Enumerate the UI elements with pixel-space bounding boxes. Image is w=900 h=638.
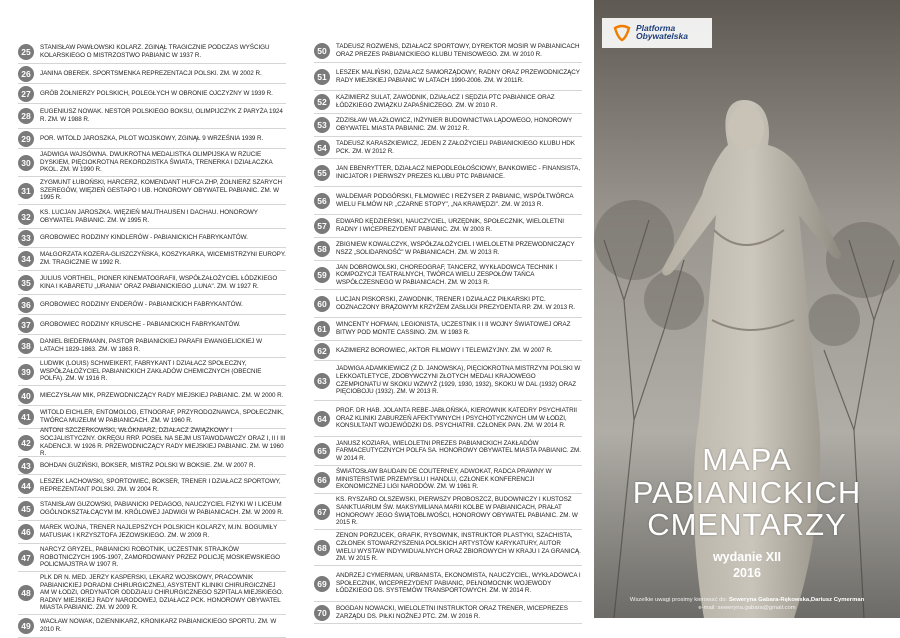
grave-description: ZYGMUNT ŁUBOŃSKI, HARCERZ, KOMENDANT HUFCA ZHP, ŻOŁNIERZ SZARYCH SZEREGÓW, WIĘZIEŃ GESTAPO I UB. HONOROWY OBYWATEL PABIANIC. ZM. W 1995 R. — [40, 179, 282, 202]
platforma-obywatelska-logo-icon — [612, 22, 632, 42]
logo-line2: Obywatelska — [636, 31, 688, 41]
grave-description: MAREK WOJNA, TRENER NAJLEPSZYCH POLSKICH KOLARZY, M.IN. BOGUMIŁY MATUSIAK I KRZYSZTOFA JEZOWSKIEGO. ZM. W 2009 R. — [40, 524, 278, 539]
grave-entry — [18, 315, 286, 335]
grave-entry — [314, 341, 582, 361]
grave-number-badge: 60 — [314, 296, 330, 312]
grave-entry — [18, 406, 286, 429]
grave-number-badge: 26 — [18, 66, 34, 82]
grave-entry — [18, 64, 286, 84]
grave-entry — [314, 290, 582, 318]
grave-description: LUCJAN PISKORSKI, ZAWODNIK, TRENER I DZIAŁACZ PIŁKARSKI PTC. ODZNACZONY BRĄZOWYM KRZYŻEM ZASŁUGI PREZYDENTA RP. ZM. W 2013 R. — [336, 295, 575, 311]
grave-entry — [18, 521, 286, 544]
grave-number-badge: 49 — [18, 618, 34, 634]
contact-names: Seweryna Gabara-Rękowska,Dariusz Cymerman — [728, 597, 865, 603]
grave-number-badge: 28 — [18, 108, 34, 124]
grave-entry — [18, 149, 286, 177]
grave-entry — [314, 238, 582, 261]
grave-description: WALDEMAR PODGÓRSKI, FILMOWIEC I REŻYSER Z PABIANIC, WSPÓŁTWÓRCA WIELU FILMÓW NP. „CZARNE STOPY", „NA KRAWĘDZI". ZM. W 2013 R. — [336, 192, 574, 208]
grave-number-badge: 56 — [314, 193, 330, 209]
grave-description: STANISŁAW GUZOWSKI, PABIANICKI PEDAGOG, NAUCZYCIEL FIZYKI W I LICEUM OGÓLNOKSZTAŁCĄCYM IM. KRÓLOWEJ JADWIGI W PABIANICACH. ZM. W 2009 R. — [40, 501, 284, 516]
party-logo — [612, 22, 688, 42]
grave-description: KAZIMIERZ SULAT, ZAWODNIK, DZIAŁACZ I SĘDZIA PTC PABIANICE ORAZ ŁÓDZKIEGO ZWIĄZKU ZAPAŚNICZEGO. ZM. W 2010 R. — [336, 94, 555, 109]
grave-number-badge: 66 — [314, 472, 330, 488]
grave-entry — [314, 40, 582, 63]
grave-number-badge: 55 — [314, 165, 330, 181]
grave-description: ANDRZEJ CYMERMAN, URBANISTA, EKONOMISTA, NAUCZYCIEL, WYKŁADOWCA I SPOŁECZNIK, WICEPREZYDENT PABIANIC, PEŁNOMOCNIK WOJEWODY ŁÓDZKIEGO DS. SYSTEMÓW TRANSPORTOWYCH. ZM. W 2014 R. — [336, 572, 581, 595]
grave-description: GROBOWIEC RODZINY KINDLERÓW - PABIANICKICH FABRYKANTÓW. — [40, 234, 248, 242]
grave-description: WITOLD EICHLER, ENTOMOLOG, ETNOGRAF, PRZYRODOZNAWCA, SPOŁECZNIK, TWÓRCA MUZEUM W PABIANICACH. ZM. W 1960 R. — [40, 409, 284, 424]
grave-entry — [18, 205, 286, 229]
cover-panel — [594, 0, 900, 618]
grave-number-badge: 43 — [18, 458, 34, 474]
grave-entry — [18, 386, 286, 406]
grave-description: GRÓB ŻOŁNIERZY POLSKICH, POLEGŁYCH W OBRONIE OJCZYZNY W 1939 R. — [40, 89, 273, 97]
contact-line — [594, 597, 900, 603]
grave-number-badge: 51 — [314, 69, 330, 85]
grave-description: POR. WITOLD JAROSZKA, PILOT WOJSKOWY, ZGINĄŁ 9 WRZEŚNIA 1939 R. — [40, 134, 264, 142]
title-line2: PABIANICKICH — [632, 475, 862, 510]
logo-text — [636, 24, 688, 41]
grave-description: GROBOWIEC RODZINY KRUSCHE - PABIANICKICH FABRYKANTÓW. — [40, 320, 241, 328]
grave-entry — [314, 215, 582, 238]
grave-number-badge: 61 — [314, 321, 330, 337]
grave-number-badge: 47 — [18, 550, 34, 566]
grave-description: LUDWIK (LOUIS) SCHWEIKERT, FABRYKANT I DZIAŁACZ SPOŁECZNY, WSPÓŁZAŁOŻYCIEL PABIANICKICH ZAKŁADÓW CHEMICZNYCH (OBECNIE POLFA). ZM. W 1916 R. — [40, 360, 262, 383]
grave-number-badge: 53 — [314, 117, 330, 133]
grave-entry — [314, 159, 582, 187]
grave-entry — [18, 104, 286, 129]
grave-entry — [314, 91, 582, 114]
grave-number-badge: 54 — [314, 140, 330, 156]
grave-description: STANISŁAW PAWŁOWSKI KOLARZ. ZGINĄŁ TRAGICZNIE PODCZAS WYŚCIGU KOLARSKIEGO O MISTRZOSTWO PABIANIC W 1937 R. — [40, 43, 270, 59]
grave-description: BOGDAN NOWACKI, WIELOLETNI INSTRUKTOR ORAZ TRENER, WICEPREZES ZARZĄDU DS. PIŁKI NOŻNEJ PTC. ZM. W 2016 R. — [336, 604, 568, 620]
grave-number-badge: 64 — [314, 411, 330, 427]
grave-entry — [314, 137, 582, 159]
grave-description: ŚWIATOSŁAW BAUDAIN DE COUTERNEY, ADWOKAT, RADCA PRAWNY W MINISTERSTWIE PRZEMYSŁU I HANDLU, CZŁONEK KONFERENCJI EKONOMICZNEJ LIGI NARODÓW. ZM. W 1961 R. — [336, 468, 552, 491]
grave-number-badge: 62 — [314, 343, 330, 359]
grave-entry — [18, 429, 286, 457]
grave-description: PROF. DR HAB. JOLANTA REBE-JABŁOŃSKA, KIEROWNIK KATEDRY PSYCHIATRII ORAZ KLINIKI ZABURZEŃ AFEKTYWNYCH I PSYCHOTYCZNYCH UM W ŁODZI, KONSULTANT WOJEWÓDZKI DS. PSYCHIATRII. CZŁONEK PAN. ZM. W 2014 R. — [336, 407, 577, 430]
grave-description: TADEUSZ KARASZKIEWICZ, JEDEN Z ZAŁOŻYCIELI PABIANICKIEGO KLUBU HDK PCK. ZM. W 2012 R. — [336, 139, 575, 155]
grave-number-badge: 32 — [18, 209, 34, 225]
grave-description: JULIUS VORTHEIL, PIONER KINEMATOGRAFII, WSPÓŁZAŁOŻYCIEL ŁÓDZKIEGO KINA I KABARETU „URANIA" ORAZ PABIANICKIEGO „LUNA". ZM. W 1927 R. — [40, 274, 278, 290]
grave-number-badge: 48 — [18, 585, 34, 601]
grave-description: JAN EBENRYTTER, DZIAŁACZ NIEPODLEGŁOŚCIOWY, BANKOWIEC - FINANSISTA, INICJATOR I PIERWSZY PREZES KLUBU PTC PABIANICE. — [336, 164, 581, 180]
grave-description: ZDZISŁAW WŁAZŁOWICZ, INŻYNIER BUDOWNICTWA LĄDOWEGO, HONOROWY OBYWATEL MIASTA PABIANIC. ZM. W 2012 R. — [336, 117, 573, 132]
grave-number-badge: 69 — [314, 576, 330, 592]
grave-number-badge: 40 — [18, 388, 34, 404]
grave-number-badge: 38 — [18, 338, 34, 354]
grave-description: KS. RYSZARD OLSZEWSKI, PIERWSZY PROBOSZCZ, BUDOWNICZY I KUSTOSZ SANKTUARIUM ŚW. MAKSYMILIANA MARII KOLBE W PABIANICACH, PRAŁAT HONOROWY JEGO ŚWIĄTOBLIWOŚCI, HONOROWY OBYWATEL PABIANIC. ZM. W 2015 R. — [336, 496, 578, 527]
grave-description: MIECZYSŁAW MIK, PRZEWODNICZĄCY RADY MIEJSKIEJ PABIANIC. ZM. W 2000 R. — [40, 391, 284, 399]
grave-entry — [18, 544, 286, 572]
contact-email: e-mail: seweryna.gabara@gmail.com — [698, 605, 796, 611]
grave-description: ANTONI SZCZERKOWSKI, WŁÓKNIARZ, DZIAŁACZ ZWIĄZKOWY I SOCJALISTYCZNY. OKRĘGU RRP. POSEŁ NA SEJM USTAWODAWCZY ORAZ I, II I III KADENCJI. W 1926 R. PRZEWODNICZĄCY RADY MIEJSKIEJ PABIANIC. ZM. W 1960 R. — [40, 427, 286, 458]
grave-number-badge: 59 — [314, 267, 330, 283]
grave-number-badge: 30 — [18, 155, 34, 171]
grave-entry — [18, 475, 286, 498]
grave-entry — [18, 40, 286, 64]
grave-entry — [314, 114, 582, 137]
grave-entry — [314, 401, 582, 437]
grave-entry — [18, 84, 286, 104]
grave-number-badge: 27 — [18, 86, 34, 102]
grave-number-badge: 34 — [18, 251, 34, 267]
grave-description: JADWIGA ADAMKIEWICZ (Z D. JANOWSKA), PIĘCIOKROTNA MISTRZYNI POLSKI W LEKKOATLETYCE, ZDOBYWCZYNI ZŁOTYCH MEDALI KRAJOWEGO CZEMPIONATU W SKOKU WZWYŻ (1929, 1930, 1932), SKOKU W DAL (1932) ORAZ PIĘCIOBOJU (1932). ZM. W 2013 R. — [336, 365, 581, 396]
grave-description: EUGENIUSZ NOWAK. NESTOR POLSKIEGO BOKSU, OLIMPIJCZYK Z PARYŻA 1924 R. ZM. W 1988 R. — [40, 108, 283, 123]
grave-description: PLK DR N. MED. JERZY KASPERSKI, LEKARZ WOJSKOWY, PRACOWNIK PABIANICKIEJ PORADNI CHIRURGICZNEJ, ASYSTENT KLINIKI CHIRURGICZNEJ AM W ŁODZI, ORDYNATOR ODDZIAŁU CHIRURGICZNEGO SZPITALA MIEJSKIEGO. RADNY MIEJSKIEJ RADY NARODOWEJ, DZIAŁACZ PCK. HONOROWY OBYWATEL MIASTA PABIANIC. ZM. W 2009 R. — [40, 574, 284, 612]
title-line1: MAPA — [702, 442, 792, 477]
grave-description: JAN DOBROWOLSKI, CHOREOGRAF, TANCERZ, WYKŁADOWCA TECHNIK I KOMPOZYCJI TEATRALNYCH, TWÓRCA WIELU ZESPOŁÓW TAŃCA WSPÓŁCZESNEGO W PABIANICACH. ZM. W 2013 R. — [336, 263, 558, 286]
grave-number-badge: 31 — [18, 183, 34, 199]
entries-column-left — [18, 40, 286, 638]
grave-entry — [18, 271, 286, 295]
edition-label: wydanie XII — [712, 550, 782, 564]
grave-number-badge: 35 — [18, 275, 34, 291]
grave-description: DANIEL BIEDERMANN, PASTOR PABIANICKIEJ PARAFII EWANGELICKIEJ W LATACH 1829-1863. ZM. W 1863 R. — [40, 338, 262, 353]
grave-description: MAŁGORZATA KOZERA-GLISZCZYŃSKA, KOSZYKARKA, WICEMISTRZYNI EUROPY. ZM. TRAGICZNIE W 1992 R. — [40, 251, 286, 266]
grave-number-badge: 37 — [18, 317, 34, 333]
grave-number-badge: 36 — [18, 297, 34, 313]
grave-entry — [314, 261, 582, 290]
grave-description: NARCYZ GRYZEL, PABIANICKI ROBOTNIK, UCZESTNIK STRAJKÓW ROBOTNICZYCH 1905-1907, ZAMORDOWANY PRZEZ POLICJĘ MOSKIEWSKIEGO POLICMAJSTRA W 1907 R. — [40, 546, 281, 569]
grave-entry — [314, 361, 582, 401]
grave-number-badge: 52 — [314, 94, 330, 110]
entries-column-middle — [314, 40, 582, 624]
grave-description: LESZEK MALIŃSKI, DZIAŁACZ SAMORZĄDOWY, RADNY ORAZ PRZEWODNICZĄCY RADY MIEJSKIEJ PABIANIC W LATACH 1990-2006. ZM. W 2011R. — [336, 68, 580, 84]
edition-year: 2016 — [733, 566, 761, 580]
grave-number-badge: 68 — [314, 540, 330, 556]
grave-entry — [18, 335, 286, 358]
grave-entry — [18, 177, 286, 205]
grave-number-badge: 58 — [314, 241, 330, 257]
grave-description: GROBOWIEC RODZINY ENDERÓW - PABIANICKICH FABRYKANTÓW. — [40, 300, 243, 308]
grave-description: EDWARD KĘDZIERSKI, NAUCZYCIEL, URZĘDNIK, SPOŁECZNIK, WIELOLETNI RADNY I WICEPREZYDENT PABIANIC. ZM. W 2003 R. — [336, 218, 564, 233]
grave-description: KAZIMIERZ BOROWIEC, AKTOR FILMOWY I TELEWIZYJNY. ZM. W 2007 R. — [336, 346, 553, 354]
grave-entry — [18, 129, 286, 149]
grave-description: LESZEK LACHOWSKI, SPORTOWIEC, BOKSER, TRENER I DZIAŁACZ SPORTOWY, REPREZENTANT POLSKI. ZM. W 2004 R. — [40, 478, 281, 493]
grave-number-badge: 46 — [18, 524, 34, 540]
grave-entry — [18, 572, 286, 615]
grave-number-badge: 33 — [18, 230, 34, 246]
grave-entry — [314, 466, 582, 494]
grave-entry — [314, 437, 582, 466]
grave-description: JANINA OBEREK. SPORTSMENKA REPREZENTACJI POLSKI. ZM. W 2002 R. — [40, 69, 262, 77]
grave-number-badge: 65 — [314, 443, 330, 459]
grave-description: ZENON PORZUCEK, GRAFIK, RYSOWNIK, INSTRUKTOR PLASTYKI, SZACHISTA, CZŁONEK STOWARZYSZENIA POLSKICH ARTYSTÓW KARYKATURY, AUTOR WIELU WYSTAW INDYWIDUALNYCH ORAZ ZBIOROWYCH W KRAJU I ZA GRANICĄ. ZM. W 2015 R. — [336, 532, 581, 563]
grave-entry — [18, 457, 286, 475]
grave-number-badge: 63 — [314, 373, 330, 389]
grave-entry — [18, 498, 286, 521]
grave-description: WINCENTY HOFMAN, LEGIONISTA, UCZESTNIK I I II WOJNY ŚWIATOWEJ ORAZ BITWY POD MONTE CASSINO. ZM. W 1983 R. — [336, 321, 571, 336]
grave-entry — [18, 358, 286, 386]
contact-prefix: Wszelkie uwagi prosimy kierować do: — [629, 597, 728, 603]
grave-number-badge: 41 — [18, 409, 34, 425]
grave-entry — [314, 530, 582, 566]
grave-number-badge: 45 — [18, 501, 34, 517]
grave-description: ZBIGNIEW KOWALCZYK, WSPÓŁZAŁOŻYCIEL I WIELOLETNI PRZEWODNICZĄCY NSZZ „SOLIDARNOŚĆ" W PABIANICACH. ZM. W 2013 R. — [336, 241, 575, 256]
title-line3: CMENTARZY — [647, 507, 847, 542]
grave-entry — [314, 602, 582, 624]
grave-number-badge: 70 — [314, 605, 330, 621]
grave-number-badge: 25 — [18, 44, 34, 60]
grave-number-badge: 39 — [18, 364, 34, 380]
grave-number-badge: 67 — [314, 504, 330, 520]
grave-entry — [18, 229, 286, 248]
grave-description: JANUSZ KOZIARA, WIELOLETNI PREZES PABIANICKICH ZAKŁADÓW FARMACEUTYCZNYCH POLFA SA. HONOROWY OBYWATEL MIASTA PABIANIC. ZM. W 2014 R. — [336, 439, 581, 462]
grave-number-badge: 57 — [314, 218, 330, 234]
grave-number-badge: 44 — [18, 478, 34, 494]
grave-entry — [314, 566, 582, 602]
grave-number-badge: 50 — [314, 43, 330, 59]
grave-number-badge: 29 — [18, 131, 34, 147]
grave-description: JADWIGA WAJSÓWNA. DWUKROTNA MEDALISTKA OLIMPIJSKA W RZUCIE DYSKIEM, PIĘCIOKROTNA REKORDZISTKA ŚWIATA, TRENERKA I DZIAŁACZKA PKOL. ZM. W 1990 R. — [40, 151, 273, 174]
grave-entry — [18, 615, 286, 638]
grave-entry — [18, 248, 286, 271]
logo-line1: Platforma — [636, 22, 676, 33]
grave-entry — [314, 63, 582, 91]
grave-entry — [314, 318, 582, 341]
grave-description: WACŁAW NOWAK, DZIENNIKARZ, KRONIKARZ PABIANICKIEGO SPORTU. ZM. W 2010 R. — [40, 618, 277, 633]
grave-description: KS. LUCJAN JAROSZKA. WIĘZIEŃ MAUTHAUSEN I DACHAU. HONOROWY OBYWATEL PABIANIC. ZM. W 1995 R. — [40, 208, 258, 224]
grave-entry — [314, 494, 582, 530]
grave-entry — [314, 187, 582, 215]
grave-entry — [18, 295, 286, 315]
grave-number-badge: 42 — [18, 435, 34, 451]
grave-description: BOHDAN GUZIŃSKI, BOKSER, MISTRZ POLSKI W BOKSIE. ZM. W 2007 R. — [40, 461, 256, 469]
grave-description: TADEUSZ ROZWENS, DZIAŁACZ SPORTOWY, DYREKTOR MOSIR W PABIANICACH ORAZ PREZES PABIANICKIEGO KLUBU TENISOWEGO. ZM. W 2010 R. — [336, 43, 580, 58]
